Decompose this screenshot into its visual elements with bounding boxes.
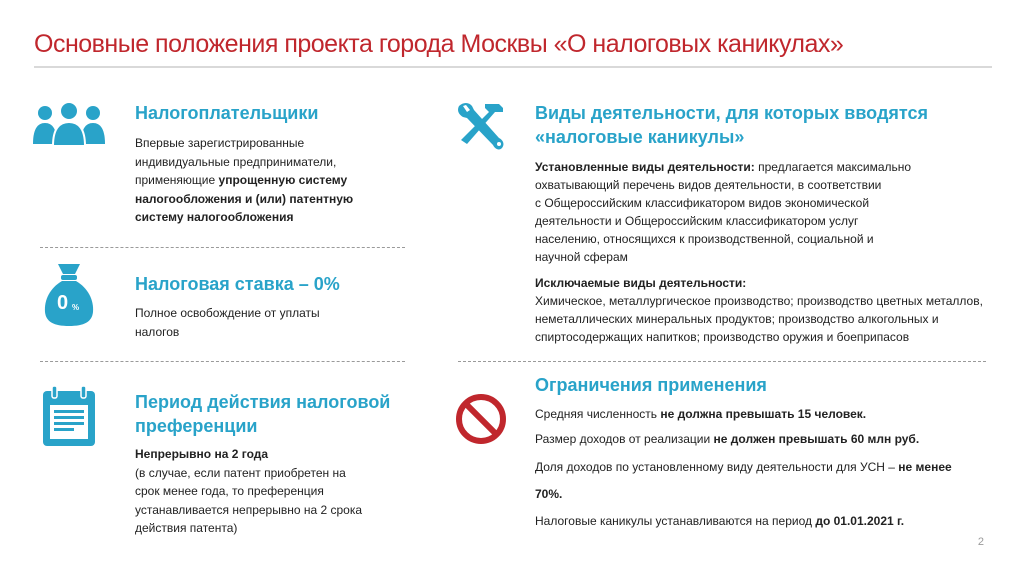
activities-established-text: Установленные виды деятельности: предлагается максимально охватывающий перечень видов деятельности, в соответствии с Общероссийским классификатором видов экономической деятельности и Общероссийским классификатором услуг населению, относящихся к производственной, социальной и научной сферам [535,160,912,264]
period-text: Непрерывно на 2 года (в случае, если патент приобретен на срок менее года, то преференция устанавливается непрерывно на 2 срока действия патента) [135,447,363,535]
title-divider [34,66,992,68]
page-title: Основные положения проекта города Москвы «О налоговых каникулах» [34,30,844,58]
limits-line-3: Доля доходов по установленному виду деятельности для УСН – не менее [535,460,952,474]
rate-heading: Налоговая ставка – 0% [135,274,340,294]
activities-excluded-text: Исключаемые виды деятельности: Химическое, металлургическое производство; производство цветных металлов, неметаллических минеральных продуктов; производство алкогольных и спиртосодержащих напитков; производство оружия и боеприпасов [535,276,983,344]
taxpayers-heading: Налогоплательщики [135,103,319,123]
limits-line-3-cont: 70%. [535,487,563,501]
section-divider [40,361,405,362]
section-divider [40,247,405,248]
limits-line-1: Средняя численность не должна превышать 15 человек. [535,407,867,421]
people-icon [31,100,107,146]
prohibited-icon [455,393,507,445]
page-number: 2 [977,536,984,548]
rate-badge: 0 [57,292,69,314]
limits-line-4: Налоговые каникулы устанавливаются на период до 01.01.2021 г. [535,514,905,528]
rate-text: Полное освобождение от уплаты налогов [135,306,320,339]
rate-badge-percent: % [72,303,80,312]
activities-heading: Виды деятельности, для которых вводятся «налоговые каникулы» [535,103,928,147]
calendar-icon [42,385,96,447]
limits-heading: Ограничения применения [535,375,767,395]
limits-line-2: Размер доходов от реализации не должен превышать 60 млн руб. [535,432,920,446]
period-heading: Период действия налоговой преференции [135,392,391,436]
taxpayers-text: Впервые зарегистрированные индивидуальные предприниматели, применяющие упрощенную систему налогообложения и (или) патентную систему налогообложения [135,136,354,224]
tools-icon [455,100,507,152]
section-divider [458,361,986,362]
money-bag-icon [42,262,96,328]
